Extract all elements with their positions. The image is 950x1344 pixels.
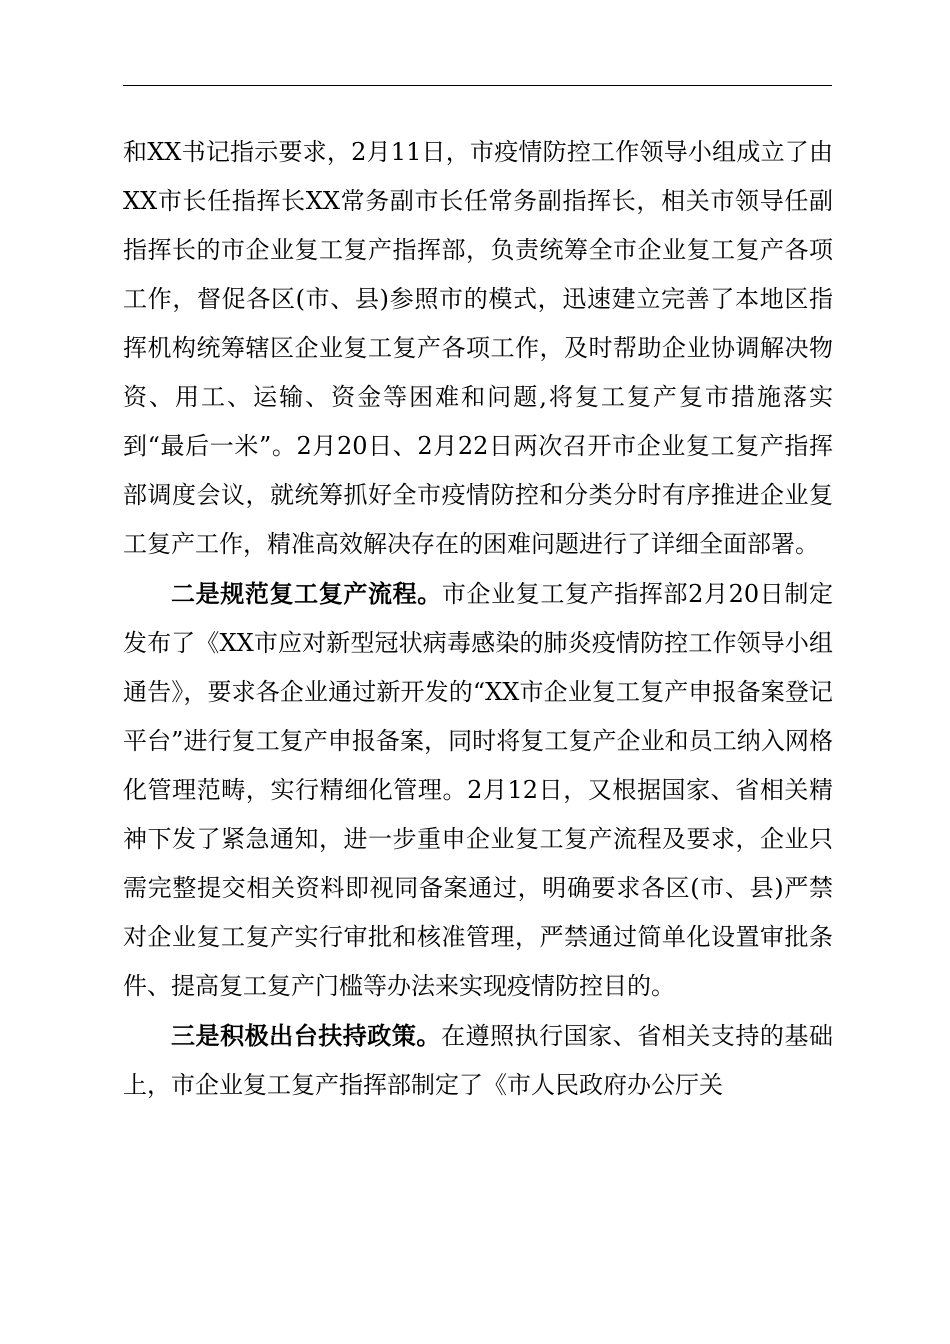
paragraph-2 — [123, 569, 833, 1011]
paragraph-3-lead: 三是积极出台扶持政策。 — [171, 1021, 441, 1050]
document-body — [123, 128, 833, 1110]
paragraph-3 — [123, 1011, 833, 1110]
paragraph-1 — [123, 128, 833, 569]
paragraph-1-text: 和XX书记指示要求，2月11日，市疫情防控工作领导小组成立了由XX市长任指挥长XX常务副市长任常务副指挥长，相关市领导任副指挥长的市企业复工复产指挥部，负责统筹全市企业复工复产各项工作，督促各区(市、县)参照市的模式，迅速建立完善了本地区指挥机构统筹辖区企业复工复产各项工作，及时帮助企业协调解决物资、用工、运输、资金等困难和问题,将复工复产复市措施落实到“最后一米”。2月20日、2月22日两次召开市企业复工复产指挥部调度会议，就统筹抓好全市疫情防控和分类分时有序推进企业复工复产工作，精准高效解决存在的困难问题进行了详细全面部署。 — [123, 138, 833, 558]
paragraph-3-text: 在遵照执行国家、省相关支持的基础上，市企业复工复产指挥部制定了《市人民政府办公厅关 — [123, 1022, 834, 1099]
header-rule — [123, 85, 832, 86]
paragraph-2-lead: 二是规范复工复产流程。 — [171, 579, 442, 608]
paragraph-2-text: 市企业复工复产指挥部2月20日制定发布了《XX市应对新型冠状病毒感染的肺炎疫情防控工作领导小组通告》，要求各企业通过新开发的“XX市企业复工复产申报备案登记平台”进行复工复产申报备案，同时将复工复产企业和员工纳入网格化管理范畴，实行精细化管理。2月12日，又根据国家、省相关精神下发了紧急通知，进一步重申企业复工复产流程及要求，企业只需完整提交相关资料即视同备案通过，明确要求各区(市、县)严禁对企业复工复产实行审批和核准管理，严禁通过简单化设置审批条件、提高复工复产门槛等办法来实现疫情防控目的。 — [123, 580, 834, 1000]
